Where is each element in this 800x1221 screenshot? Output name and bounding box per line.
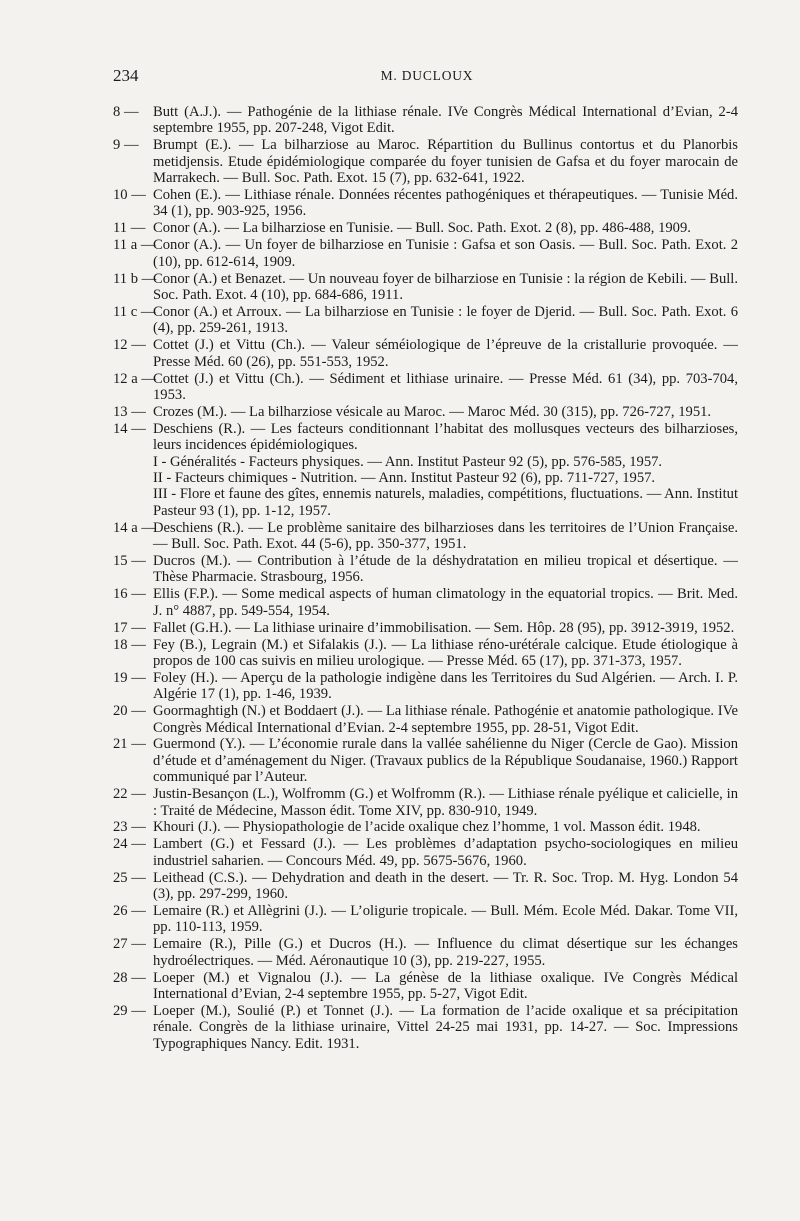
reference-number: 10 —	[113, 187, 146, 204]
reference-text: Butt (A.J.). — Pathogénie de la lithiase rénale. IVe Congrès Médical International d’Evian, 2-4 septembre 1955, pp. 207-248, Vigot Edit.	[153, 104, 738, 137]
reference-entry	[113, 421, 738, 519]
reference-list	[113, 104, 738, 1053]
running-head: M. DUCLOUX	[380, 68, 474, 83]
reference-text: Deschiens (R.). — Les facteurs conditionnant l’habitat des mollusques vecteurs des bilharzioses, leurs incidences épidémiologiques.	[153, 420, 738, 454]
reference-entry	[113, 337, 738, 370]
reference-entry	[113, 786, 738, 819]
reference-entry	[113, 637, 738, 670]
reference-number: 13 —	[113, 403, 146, 420]
reference-number: 12 a —	[113, 370, 156, 387]
reference-text: III - Flore et faune des gîtes, ennemis naturels, maladies, compétitions, fluctuations. — Ann. Institut Pasteur 93 (1), pp. 1-12, 1957.	[153, 486, 738, 519]
reference-text: Lemaire (R.) et Allègrini (J.). — L’oligurie tropicale. — Bull. Mém. Ecole Méd. Dakar. Tome VII, pp. 110-113, 1959.	[153, 903, 738, 936]
reference-text: Conor (A.) et Benazet. — Un nouveau foyer de bilharziose en Tunisie : la région de Kebili. — Bull. Soc. Path. Exot. 4 (10), pp. 684-686, 1911.	[153, 270, 738, 303]
reference-text: Conor (A.). — La bilharziose en Tunisie. — Bull. Soc. Path. Exot. 2 (8), pp. 486-488, 1909.	[153, 220, 691, 237]
reference-entry	[113, 819, 738, 835]
reference-text: Lambert (G.) et Fessard (J.). — Les problèmes d’adaptation psycho-sociologiques en milieu industriel saharien. — Concours Méd. 49, pp. 5675-5676, 1960.	[153, 836, 738, 869]
reference-text: I - Généralités - Facteurs physiques. — Ann. Institut Pasteur 92 (5), pp. 576-585, 1957.	[153, 453, 663, 470]
reference-text: Guermond (Y.). — L’économie rurale dans la vallée sahélienne du Niger (Cercle de Gao). Mission d’étude et d’aménagement du Niger. (Travaux publics de la République Soudanaise, 1960.) Rapport communiqué par l’Auteur.	[153, 736, 738, 786]
reference-entry	[113, 703, 738, 736]
reference-text: Leithead (C.S.). — Dehydration and death in the desert. — Tr. R. Soc. Trop. M. Hyg. London 54 (3), pp. 297-299, 1960.	[153, 869, 738, 903]
reference-entry	[113, 371, 738, 404]
reference-text: Ellis (F.P.). — Some medical aspects of human climatology in the equatorial tropics. — Brit. Med. J. n° 4887, pp. 549-554, 1954.	[153, 586, 738, 619]
reference-number: 24 —	[113, 836, 146, 853]
reference-entry	[113, 870, 738, 903]
reference-text: Ducros (M.). — Contribution à l’étude de la déshydratation en milieu tropical et désertique. — Thèse Pharmacie. Strasbourg, 1956.	[153, 552, 738, 586]
reference-entry	[113, 220, 738, 236]
reference-text: Goormaghtigh (N.) et Boddaert (J.). — La lithiase rénale. Pathogénie et anatomie pathologique. IVe Congrès Médical International d’Evian. 2-4 septembre 1955, pp. 28-51, Vigot Edit.	[153, 703, 738, 736]
reference-number: 29 —	[113, 1002, 146, 1019]
reference-text: Deschiens (R.). — Le problème sanitaire des bilharzioses dans les territoires de l’Union Française. — Bull. Soc. Path. Exot. 44 (5-6), pp. 350-377, 1951.	[153, 519, 738, 553]
reference-text: Conor (A.). — Un foyer de bilharziose en Tunisie : Gafsa et son Oasis. — Bull. Soc. Path. Exot. 2 (10), pp. 612-614, 1909.	[153, 237, 738, 270]
reference-entry	[113, 304, 738, 337]
reference-number: 20 —	[113, 703, 146, 720]
reference-number: 14 —	[113, 420, 146, 437]
reference-entry	[113, 271, 738, 304]
reference-number: 21 —	[113, 736, 146, 753]
reference-number: 25 —	[113, 869, 146, 886]
reference-entry	[113, 670, 738, 703]
reference-text: Loeper (M.) et Vignalou (J.). — La génèse de la lithiase oxalique. IVe Congrès Médical International d’Evian, 2-4 septembre 1955, pp. 5-27, Vigot Edit.	[153, 969, 738, 1003]
reference-entry	[113, 936, 738, 969]
reference-text: Foley (H.). — Aperçu de la pathologie indigène dans les Territoires du Sud Algérien. — Arch. I. P. Algérie 17 (1), pp. 1-46, 1939.	[153, 669, 738, 703]
reference-text: Conor (A.) et Arroux. — La bilharziose en Tunisie : le foyer de Djerid. — Bull. Soc. Path. Exot. 6 (4), pp. 259-261, 1913.	[153, 303, 738, 337]
reference-text: Crozes (M.). — La bilharziose vésicale au Maroc. — Maroc Méd. 30 (315), pp. 726-727, 1951.	[153, 403, 712, 420]
reference-text: Khouri (J.). — Physiopathologie de l’acide oxalique chez l’homme, 1 vol. Masson édit. 1948.	[153, 819, 701, 836]
reference-entry	[113, 187, 738, 220]
reference-text: Cottet (J.) et Vittu (Ch.). — Sédiment et lithiase urinaire. — Presse Méd. 61 (34), pp. 703-704, 1953.	[153, 370, 738, 403]
reference-number: 15 —	[113, 552, 146, 569]
reference-entry	[113, 903, 738, 936]
reference-number: 19 —	[113, 669, 146, 686]
reference-text: Fallet (G.H.). — La lithiase urinaire d’immobilisation. — Sem. Hôp. 28 (95), pp. 3912-3919, 1952.	[153, 619, 735, 636]
reference-text: Fey (B.), Legrain (M.) et Sifalakis (J.). — La lithiase réno-urétérale calcique. Etude étiologique à propos de 100 cas suivis en milieu urologique. — Presse Méd. 65 (17), pp. 371-373, 1957.	[153, 636, 738, 669]
reference-number: 14 a —	[113, 519, 156, 536]
page-header	[113, 66, 741, 86]
reference-entry	[113, 237, 738, 270]
reference-number: 11 b —	[113, 270, 157, 287]
reference-number: 28 —	[113, 969, 146, 986]
reference-entry	[113, 520, 738, 553]
reference-number: 11 a —	[113, 237, 156, 254]
reference-text: Brumpt (E.). — La bilharziose au Maroc. Répartition du Bullinus contortus et du Planorbis metidjensis. Etude épidémiologique comparée du foyer tunisien de Gafsa et du foyer marocain de Marrakech. — Bull. Soc. Path. Exot. 15 (7), pp. 632-641, 1922.	[153, 137, 738, 187]
reference-entry	[113, 970, 738, 1003]
reference-entry	[113, 586, 738, 619]
reference-text: Loeper (M.), Soulié (P.) et Tonnet (J.). — La formation de l’acide oxalique et sa précipitation rénale. Congrès de la lithiase urinaire, Vittel 24-25 mai 1931, pp. 14-27. — Soc. Impressions Typographiques Nancy. Edit. 1931.	[153, 1002, 738, 1052]
reference-entry	[113, 620, 738, 636]
reference-number: 11 c —	[113, 303, 156, 320]
reference-text: II - Facteurs chimiques - Nutrition. — Ann. Institut Pasteur 92 (6), pp. 711-727, 1957.	[153, 469, 656, 486]
reference-number: 12 —	[113, 337, 146, 354]
reference-entry	[113, 104, 738, 137]
reference-text: Lemaire (R.), Pille (G.) et Ducros (H.). — Influence du climat désertique sur les échanges hydroélectriques. — Méd. Aéronautique 10 (3), pp. 219-227, 1955.	[153, 936, 738, 969]
reference-entry	[113, 836, 738, 869]
reference-number: 23 —	[113, 819, 146, 836]
reference-entry	[113, 736, 738, 785]
reference-text: Cottet (J.) et Vittu (Ch.). — Valeur séméiologique de l’épreuve de la cristallurie provoquée. — Presse Méd. 60 (26), pp. 551-553, 1952.	[153, 337, 738, 370]
reference-entry	[113, 137, 738, 186]
reference-number: 18 —	[113, 636, 146, 653]
reference-entry	[113, 1003, 738, 1052]
reference-number: 27 —	[113, 936, 146, 953]
reference-text: Justin-Besançon (L.), Wolfromm (G.) et Wolfromm (R.). — Lithiase rénale pyélique et calicielle, in : Traité de Médecine, Masson édit. Tome XIV, pp. 830-910, 1949.	[153, 786, 738, 819]
reference-entry	[113, 553, 738, 586]
reference-number: 16 —	[113, 586, 146, 603]
reference-text: Cohen (E.). — Lithiase rénale. Données récentes pathogéniques et thérapeutiques. — Tunisie Méd. 34 (1), pp. 903-925, 1956.	[153, 187, 738, 220]
reference-entry	[113, 404, 738, 420]
reference-number: 22 —	[113, 786, 146, 803]
reference-number: 8 —	[113, 104, 139, 120]
reference-number: 26 —	[113, 903, 146, 919]
page-number: 234	[113, 66, 139, 85]
reference-number: 9 —	[113, 137, 139, 154]
reference-number: 17 —	[113, 619, 146, 636]
reference-number: 11 —	[113, 220, 146, 237]
